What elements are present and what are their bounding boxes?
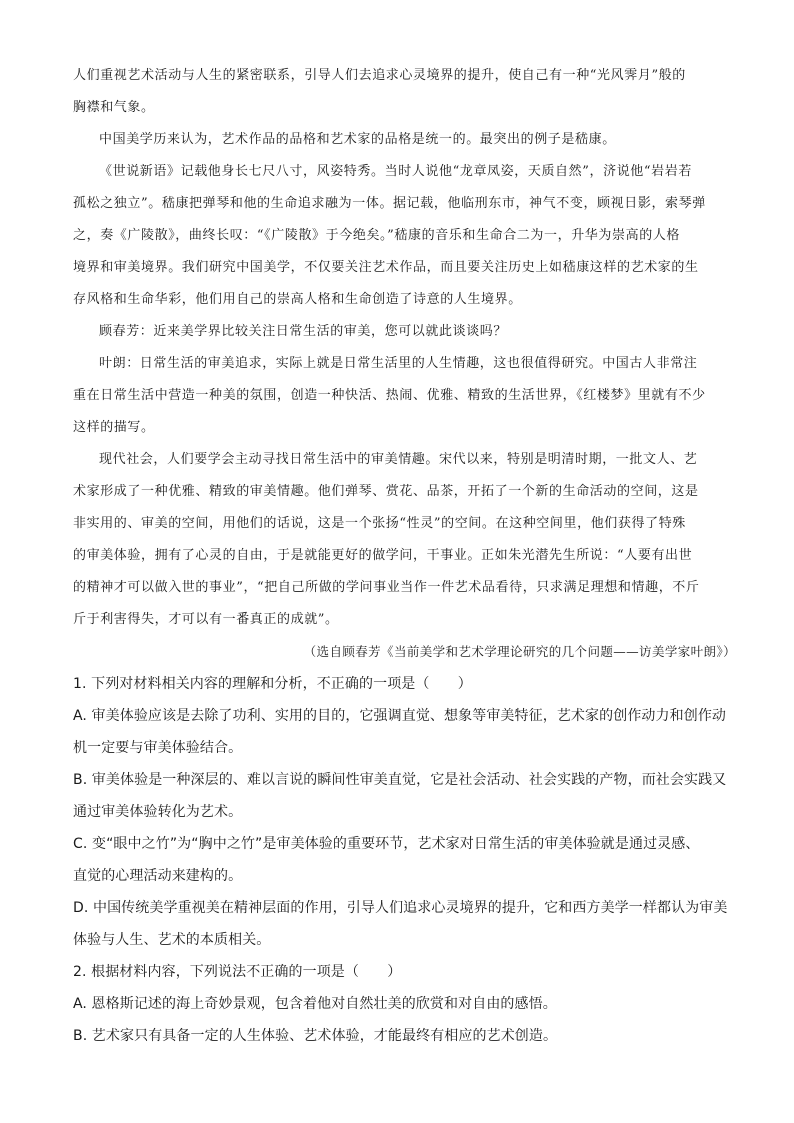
passage-line: 孤松之独立”。嵇康把弹琴和他的生命追求融为一体。据记载，他临刑东市，神气不变，顾视日影，索琴弹 <box>73 196 706 211</box>
passage-line: 这样的描写。 <box>73 420 155 435</box>
passage-line: 中国美学历来认为，艺术作品的品格和艺术家的品格是统一的。最突出的例子是嵇康。 <box>99 132 616 147</box>
question-2-option-a: A. 恩格斯记述的海上奇妙景观，包含着他对自然壮美的欣赏和对自由的感悟。 <box>73 996 557 1012</box>
question-1-stem: 1. 下列对材料相关内容的理解和分析，不正确的一项是（ ） <box>73 676 472 692</box>
passage-line: 叶朗：日常生活的审美追求，实际上就是日常生活里的人生情趣，这也很值得研究。中国古人非常注 <box>99 356 698 371</box>
passage-line: 斤于利害得失，才可以有一番真正的成就”。 <box>73 612 339 627</box>
question-1-option-d: D. 中国传统美学重视美在精神层面的作用，引导人们追求心灵境界的提升，它和西方美学一样都认为审美 <box>73 900 728 916</box>
question-2-stem: 2. 根据材料内容，下列说法不正确的一项是（ ） <box>73 964 402 980</box>
passage-line: 人们重视艺术活动与人生的紧密联系，引导人们去追求心灵境界的提升，使自己有一种“光风霁月”般的 <box>73 68 686 83</box>
question-1-option-c: C. 变“眼中之竹”为“胸中之竹”是审美体验的重要环节，艺术家对日常生活的审美体验就是通过灵感、 <box>73 836 700 852</box>
passage-line: 的审美体验，拥有了心灵的自由，于是就能更好的做学问，干事业。正如朱光潜先生所说：“人要有出世 <box>73 548 693 563</box>
question-1-option-b: 通过审美体验转化为艺术。 <box>73 804 243 820</box>
question-1-option-a: 机一定要与审美体验结合。 <box>73 740 243 756</box>
passage-line: 的精神才可以做入世的事业”，“把自己所做的学问事业当作一件艺术品看待，只求满足理想和情趣，不斤 <box>73 580 700 595</box>
passage-line: 现代社会，人们要学会主动寻找日常生活中的审美情趣。宋代以来，特别是明清时期，一批文人、艺 <box>99 452 698 467</box>
passage-line: 顾春芳：近来美学界比较关注日常生活的审美，您可以就此谈谈吗？ <box>99 324 508 339</box>
passage-line: 胸襟和气象。 <box>73 100 155 115</box>
question-1-option-d: 体验与人生、艺术的本质相关。 <box>73 932 271 948</box>
passage-line: 非实用的、审美的空间，用他们的话说，这是一个张扬“性灵”的空间。在这种空间里，他们获得了特殊 <box>73 516 686 531</box>
passage-line: 术家形成了一种优雅、精致的审美情趣。他们弹琴、赏花、品茶，开拓了一个新的生命活动的空间，这是 <box>73 484 699 499</box>
passage-line: 存风格和生命华彩，他们用自己的崇高人格和生命创造了诗意的人生境界。 <box>73 292 522 307</box>
question-1-option-c: 直觉的心理活动来建构的。 <box>73 868 243 884</box>
question-2-option-b: B. 艺术家只有具备一定的人生体验、艺术体验，才能最终有相应的艺术创造。 <box>73 1028 558 1044</box>
passage-line: 重在日常生活中营造一种美的氛围，创造一种快活、热闹、优雅、精致的生活世界，《红楼梦》里就有不少 <box>73 388 706 403</box>
question-1-option-b: B. 审美体验是一种深层的、难以言说的瞬间性审美直觉，它是社会活动、社会实践的产物，而社会实践又 <box>73 772 727 788</box>
passage-line: 《世说新语》记载他身长七尺八寸，风姿特秀。当时人说他“龙章凤姿，天质自然”，济说他“岩岩若 <box>99 164 692 179</box>
passage-source: （选自顾春芳《当前美学和艺术学理论研究的几个问题——访美学家叶朗》） <box>303 644 736 659</box>
passage-line: 境界和审美境界。我们研究中国美学，不仅要关注艺术作品，而且要关注历史上如嵇康这样的艺术家的生 <box>73 260 699 275</box>
passage-line: 之，奏《广陵散》，曲终长叹：“《广陵散》于今绝矣。”嵇康的音乐和生命合二为一，升华为崇高的人格 <box>73 228 680 243</box>
question-1-option-a: A. 审美体验应该是去除了功利、实用的目的，它强调直觉、想象等审美特征，艺术家的创作动力和创作动 <box>73 708 727 724</box>
